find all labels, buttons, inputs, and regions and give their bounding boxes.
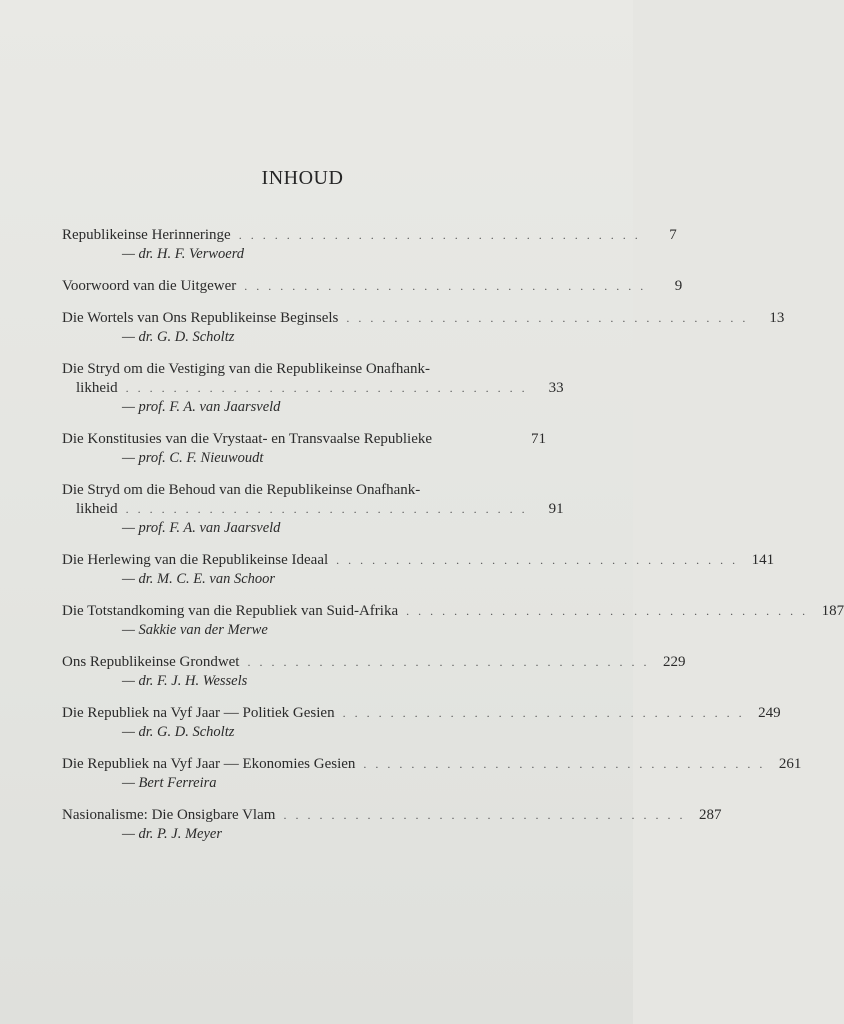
entry-author: — Sakkie van der Merwe <box>122 622 268 638</box>
dot-leader: . . . . . . . . . . . . . . . . . . . . . . . . . . . . . . . . . . <box>238 228 641 242</box>
entry-title: Ons Republikeinse Grondwet <box>62 654 240 670</box>
toc-entry <box>62 704 781 742</box>
entry-title: Nasionalisme: Die Onsigbare Vlam <box>62 807 276 823</box>
toc-entry <box>62 755 802 793</box>
entry-title: Die Wortels van Ons Republikeinse Beginsels <box>62 310 339 326</box>
entry-author: — dr. P. J. Meyer <box>122 826 223 842</box>
entry-title: Die Konstitusies van die Vrystaat- en Transvaalse Republieke <box>62 431 433 447</box>
entry-title: Republikeinse Herinneringe <box>62 227 231 243</box>
dot-leader: . . . . . . . . . . . . . . . . . . . . . . . . . . . . . . . . . . <box>346 311 749 325</box>
toc-entry <box>62 309 785 347</box>
page-number: 7 <box>669 227 677 243</box>
entry-title: Die Herlewing van die Republikeinse Ideaal <box>62 552 329 568</box>
page-number: 261 <box>778 756 802 772</box>
entry-title: Die Totstandkoming van die Republiek van Suid-Afrika <box>62 603 399 619</box>
entry-title-line2: likheid <box>76 380 118 396</box>
entry-title-line1: Die Stryd om die Behoud van die Republikeinse Onafhank- <box>62 482 421 498</box>
page-number: 9 <box>674 278 683 294</box>
page-number: 141 <box>751 552 775 568</box>
page-number: 287 <box>698 807 722 823</box>
entry-author: — prof. F. A. van Jaarsveld <box>122 520 281 536</box>
page-number: 187 <box>821 603 844 619</box>
toc-entry <box>62 277 683 296</box>
entry-title: Voorwoord van die Uitgewer <box>62 278 237 294</box>
dot-leader: . . . . . . . . . . . . . . . . . . . . . . . . . . . . . . . . . . <box>247 655 650 669</box>
toc-entry <box>62 226 677 264</box>
toc-entry <box>62 806 722 844</box>
page-number: 229 <box>662 654 686 670</box>
entry-author: — dr. H. F. Verwoerd <box>122 246 245 262</box>
toc-entry <box>62 430 546 468</box>
entry-author: — dr. M. C. E. van Schoor <box>122 571 276 587</box>
page-number: 33 <box>548 380 564 396</box>
table-of-contents <box>62 226 844 857</box>
toc-entry <box>62 360 564 417</box>
dot-leader: . . . . . . . . . . . . . . . . . . . . . . . . . . . . . . . . . . <box>342 706 745 720</box>
entry-author: — dr. F. J. H. Wessels <box>122 673 248 689</box>
entry-author: — dr. G. D. Scholtz <box>122 329 235 345</box>
entry-author: — prof. F. A. van Jaarsveld <box>122 399 281 415</box>
page-number: 71 <box>531 431 546 447</box>
toc-entry <box>62 481 564 538</box>
page-number: 91 <box>548 501 564 517</box>
toc-entry <box>62 653 686 691</box>
dot-leader: . . . . . . . . . . . . . . . . . . . . . . . . . . . . . . . . . . <box>125 381 528 395</box>
entry-author: — dr. G. D. Scholtz <box>122 724 235 740</box>
page-number: 13 <box>769 310 785 326</box>
entry-author: — prof. C. F. Nieuwoudt <box>122 450 264 466</box>
dot-leader: . . . . . . . . . . . . . . . . . . . . . . . . . . . . . . . . . . <box>244 279 647 293</box>
page-number: 249 <box>758 705 781 721</box>
toc-entry <box>62 551 775 589</box>
entry-title: Die Republiek na Vyf Jaar — Politiek Gesien <box>62 705 335 721</box>
dot-leader: . . . . . . . . . . . . . . . . . . . . . . . . . . . . . . . . . . <box>406 604 809 618</box>
dot-leader: . . . . . . . . . . . . . . . . . . . . . . . . . . . . . . . . . . <box>336 553 739 567</box>
dot-leader: . . . . . . . . . . . . . . . . . . . . . . . . . . . . . . . . . . <box>125 502 528 516</box>
dot-leader: . . . . . . . . . . . . . . . . . . . . . . . . . . . . . . . . . . <box>363 757 766 771</box>
page-title: INHOUD <box>261 167 344 189</box>
entry-author: — Bert Ferreira <box>122 775 217 791</box>
toc-entry <box>62 602 844 640</box>
entry-title-line2: likheid <box>76 501 118 517</box>
entry-title-line1: Die Stryd om die Vestiging van die Republikeinse Onafhank- <box>62 361 430 377</box>
entry-title: Die Republiek na Vyf Jaar — Ekonomies Gesien <box>62 756 356 772</box>
dot-leader: . . . . . . . . . . . . . . . . . . . . . . . . . . . . . . . . . . <box>283 808 686 822</box>
